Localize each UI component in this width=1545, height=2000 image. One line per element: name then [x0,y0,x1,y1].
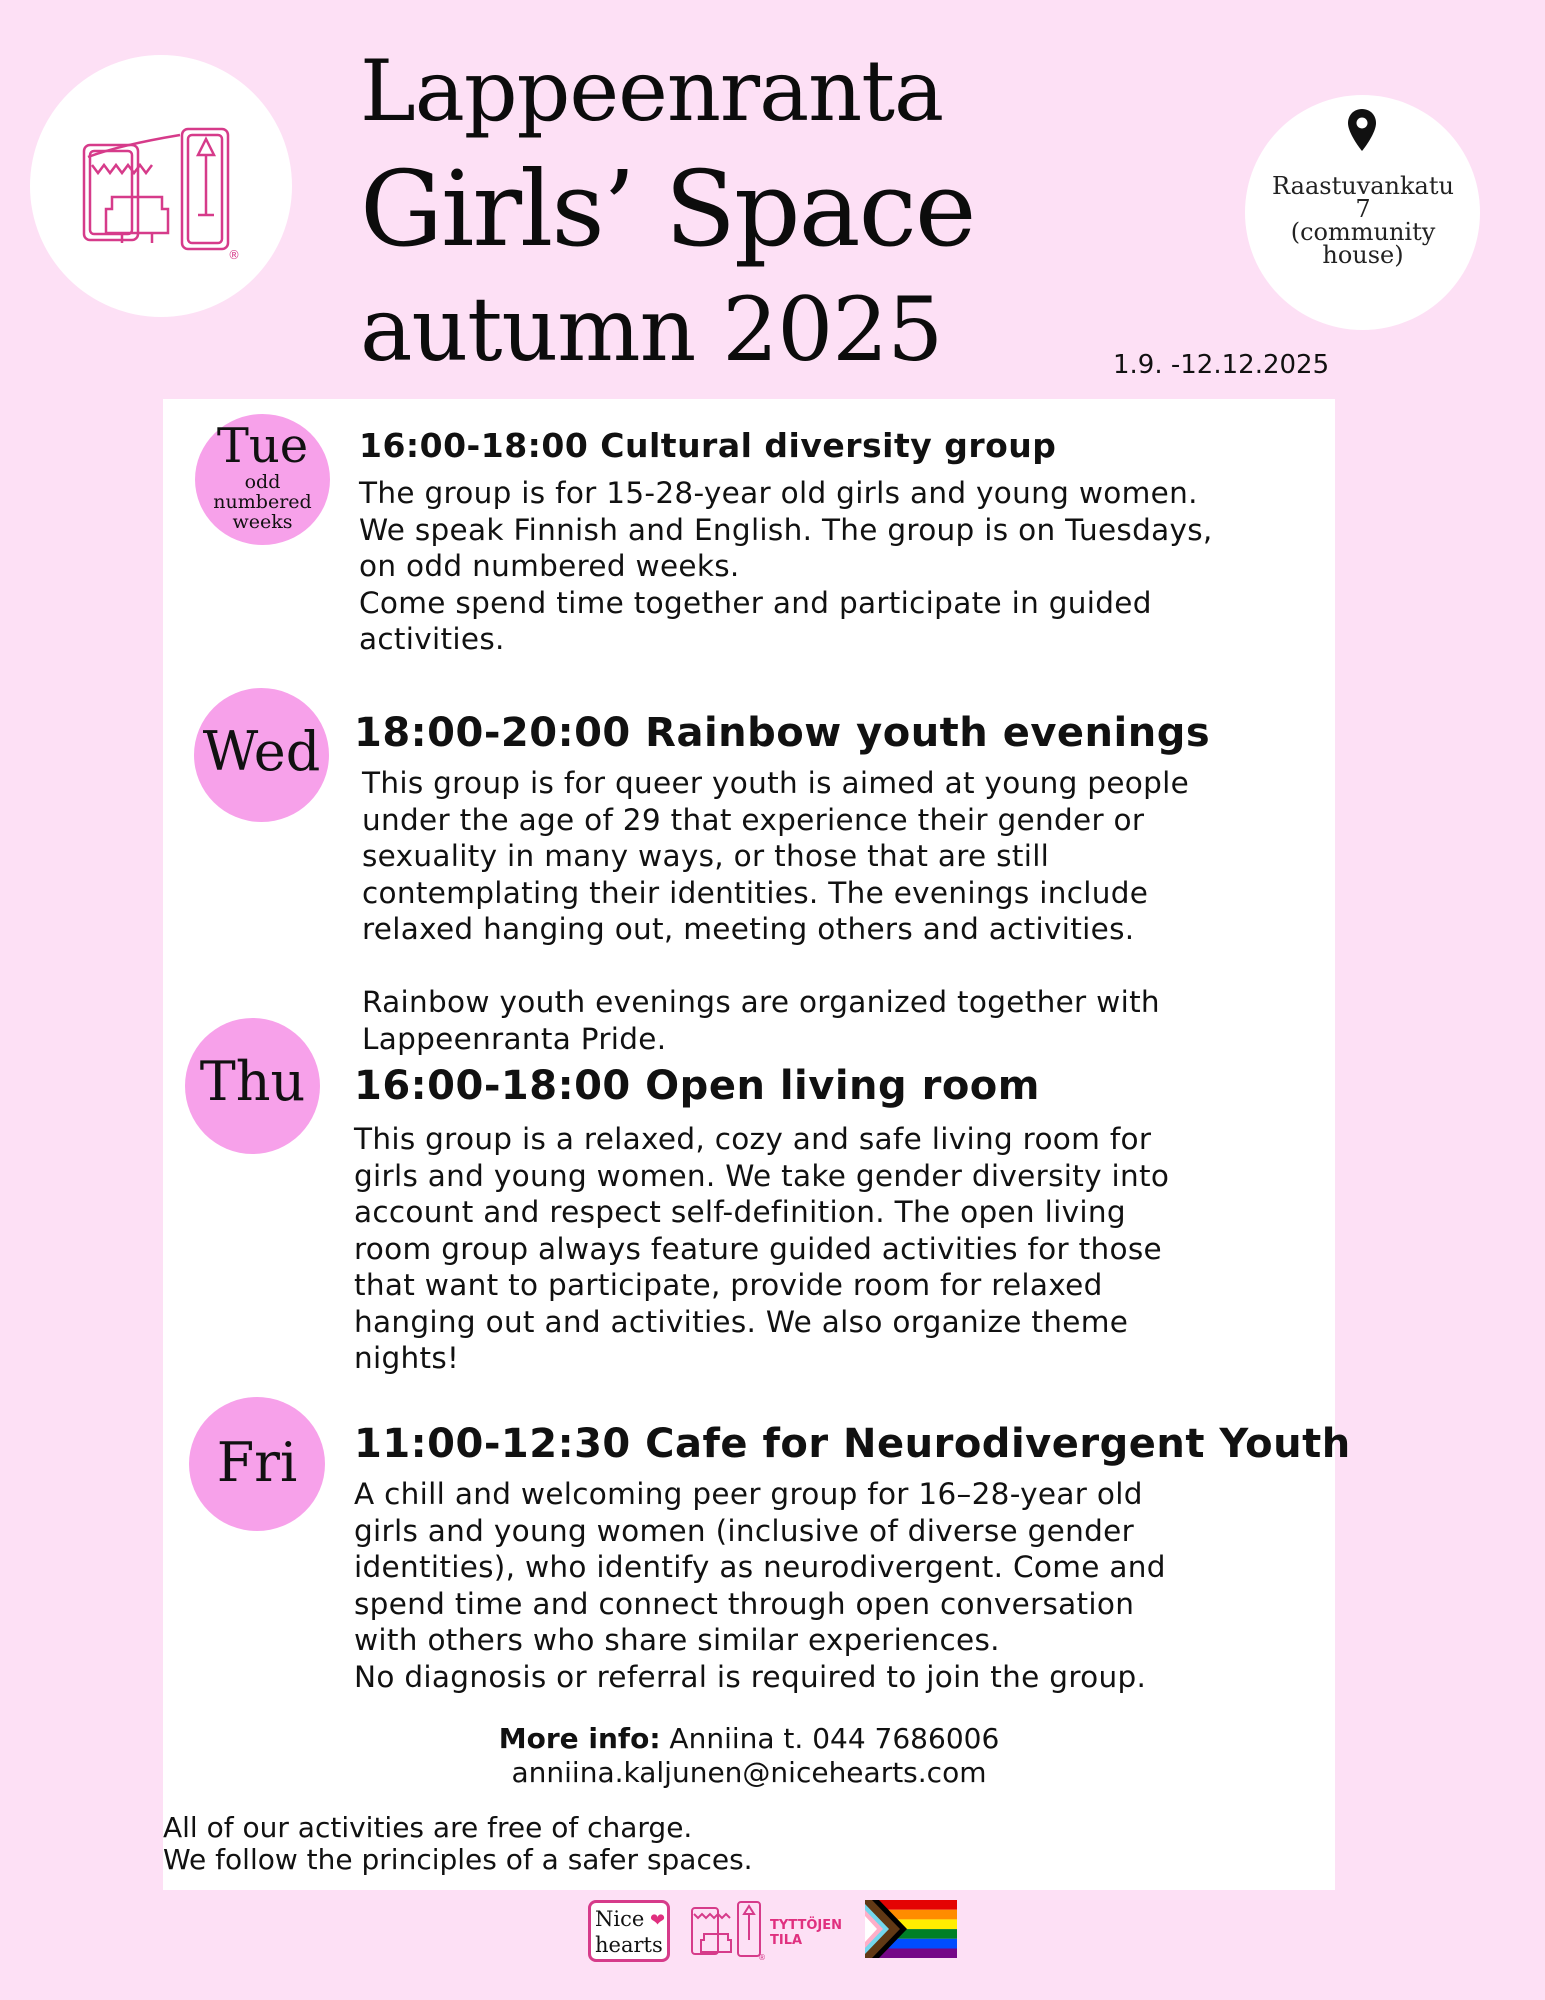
day-label-fri: Fri [216,1431,298,1494]
schedule-heading-tue: 16:00-18:00 Cultural diversity group [359,426,1057,465]
schedule-heading-fri: 11:00-12:30 Cafe for Neurodivergent Youth [354,1421,1351,1467]
day-note-tue: odd numbered weeks [213,471,312,533]
tyttojen-tila-text: TYTTÖJEN TILA [770,1918,842,1948]
progress-pride-flag-icon [865,1900,957,1962]
nicehearts-logo-line-1: Nice [595,1907,645,1931]
girls-space-logo [30,55,292,317]
schedule-body-wed: This group is for queer youth is aimed at young people under the age of 29 that experience their gender or sexuality in many ways, or those that are still contemplating their identities. The evenings include relaxed hanging out, meeting others and activities. Rainbow youth evenings are organized together with Lappeenranta Pride. [362,766,1190,1056]
living-room-logo-icon [80,125,250,265]
heart-icon: ❤ [644,1910,666,1931]
contact-name-phone: Anniina t. 044 7686006 [669,1722,1000,1755]
svg-text:®: ® [758,1953,766,1962]
page-title-line-3: autumn 2025 [360,278,943,381]
tyttojen-tila-logo [690,1900,766,1966]
schedule-body-fri: A chill and welcoming peer group for 16–28-year old girls and young women (inclusive of diverse gender identities), who identify as neurodivergent. Come and spend time and connect through open conversation with others who share similar experiences. No diagnosis or referral is required to join the group. [354,1477,1166,1694]
day-badge-tue [195,414,330,545]
svg-text:®: ® [228,248,240,262]
contact-info [163,1722,1335,1790]
living-room-small-icon [690,1900,766,1962]
contact-email[interactable]: anniina.kaljunen@nicehearts.com [511,1756,987,1789]
day-badge-thu [185,1018,320,1154]
day-label-tue: Tue [216,418,309,474]
season-dates: 1.9. -12.12.2025 [1113,350,1330,380]
schedule-body-thu: This group is a relaxed, cozy and safe living room for girls and young women. We take gender diversity into account and respect self-definition. The open living room group always feature guided activities for those that want to participate, provide room for relaxed hanging out and activities. We also organize theme nights! [354,1122,1170,1375]
day-label-thu: Thu [199,1050,306,1113]
day-badge-wed [194,688,329,822]
schedule-heading-thu: 16:00-18:00 Open living room [354,1063,1040,1109]
address-badge [1245,95,1480,330]
contact-label: More info: [498,1722,661,1755]
day-label-wed: Wed [202,720,321,783]
day-badge-fri [189,1397,325,1531]
nicehearts-logo [588,1900,670,1962]
nicehearts-logo-line-2: hearts [595,1933,663,1957]
page-title-line-2: Girls’ Space [360,148,975,270]
schedule-heading-wed: 18:00-20:00 Rainbow youth evenings [354,710,1211,756]
location-pin-icon [1346,107,1378,153]
schedule-body-tue: The group is for 15-28-year old girls and young women. We speak Finnish and English. The group is on Tuesdays, on odd numbered weeks. Come spend time together and participate in guided activities. [359,476,1213,656]
address-text: Raastuvankatu 7 (community house) [1272,172,1454,269]
page-title-line-1: Lappeenranta [360,42,944,140]
activity-notes: All of our activities are free of charge. We follow the principles of a safer spaces. [163,1811,753,1876]
